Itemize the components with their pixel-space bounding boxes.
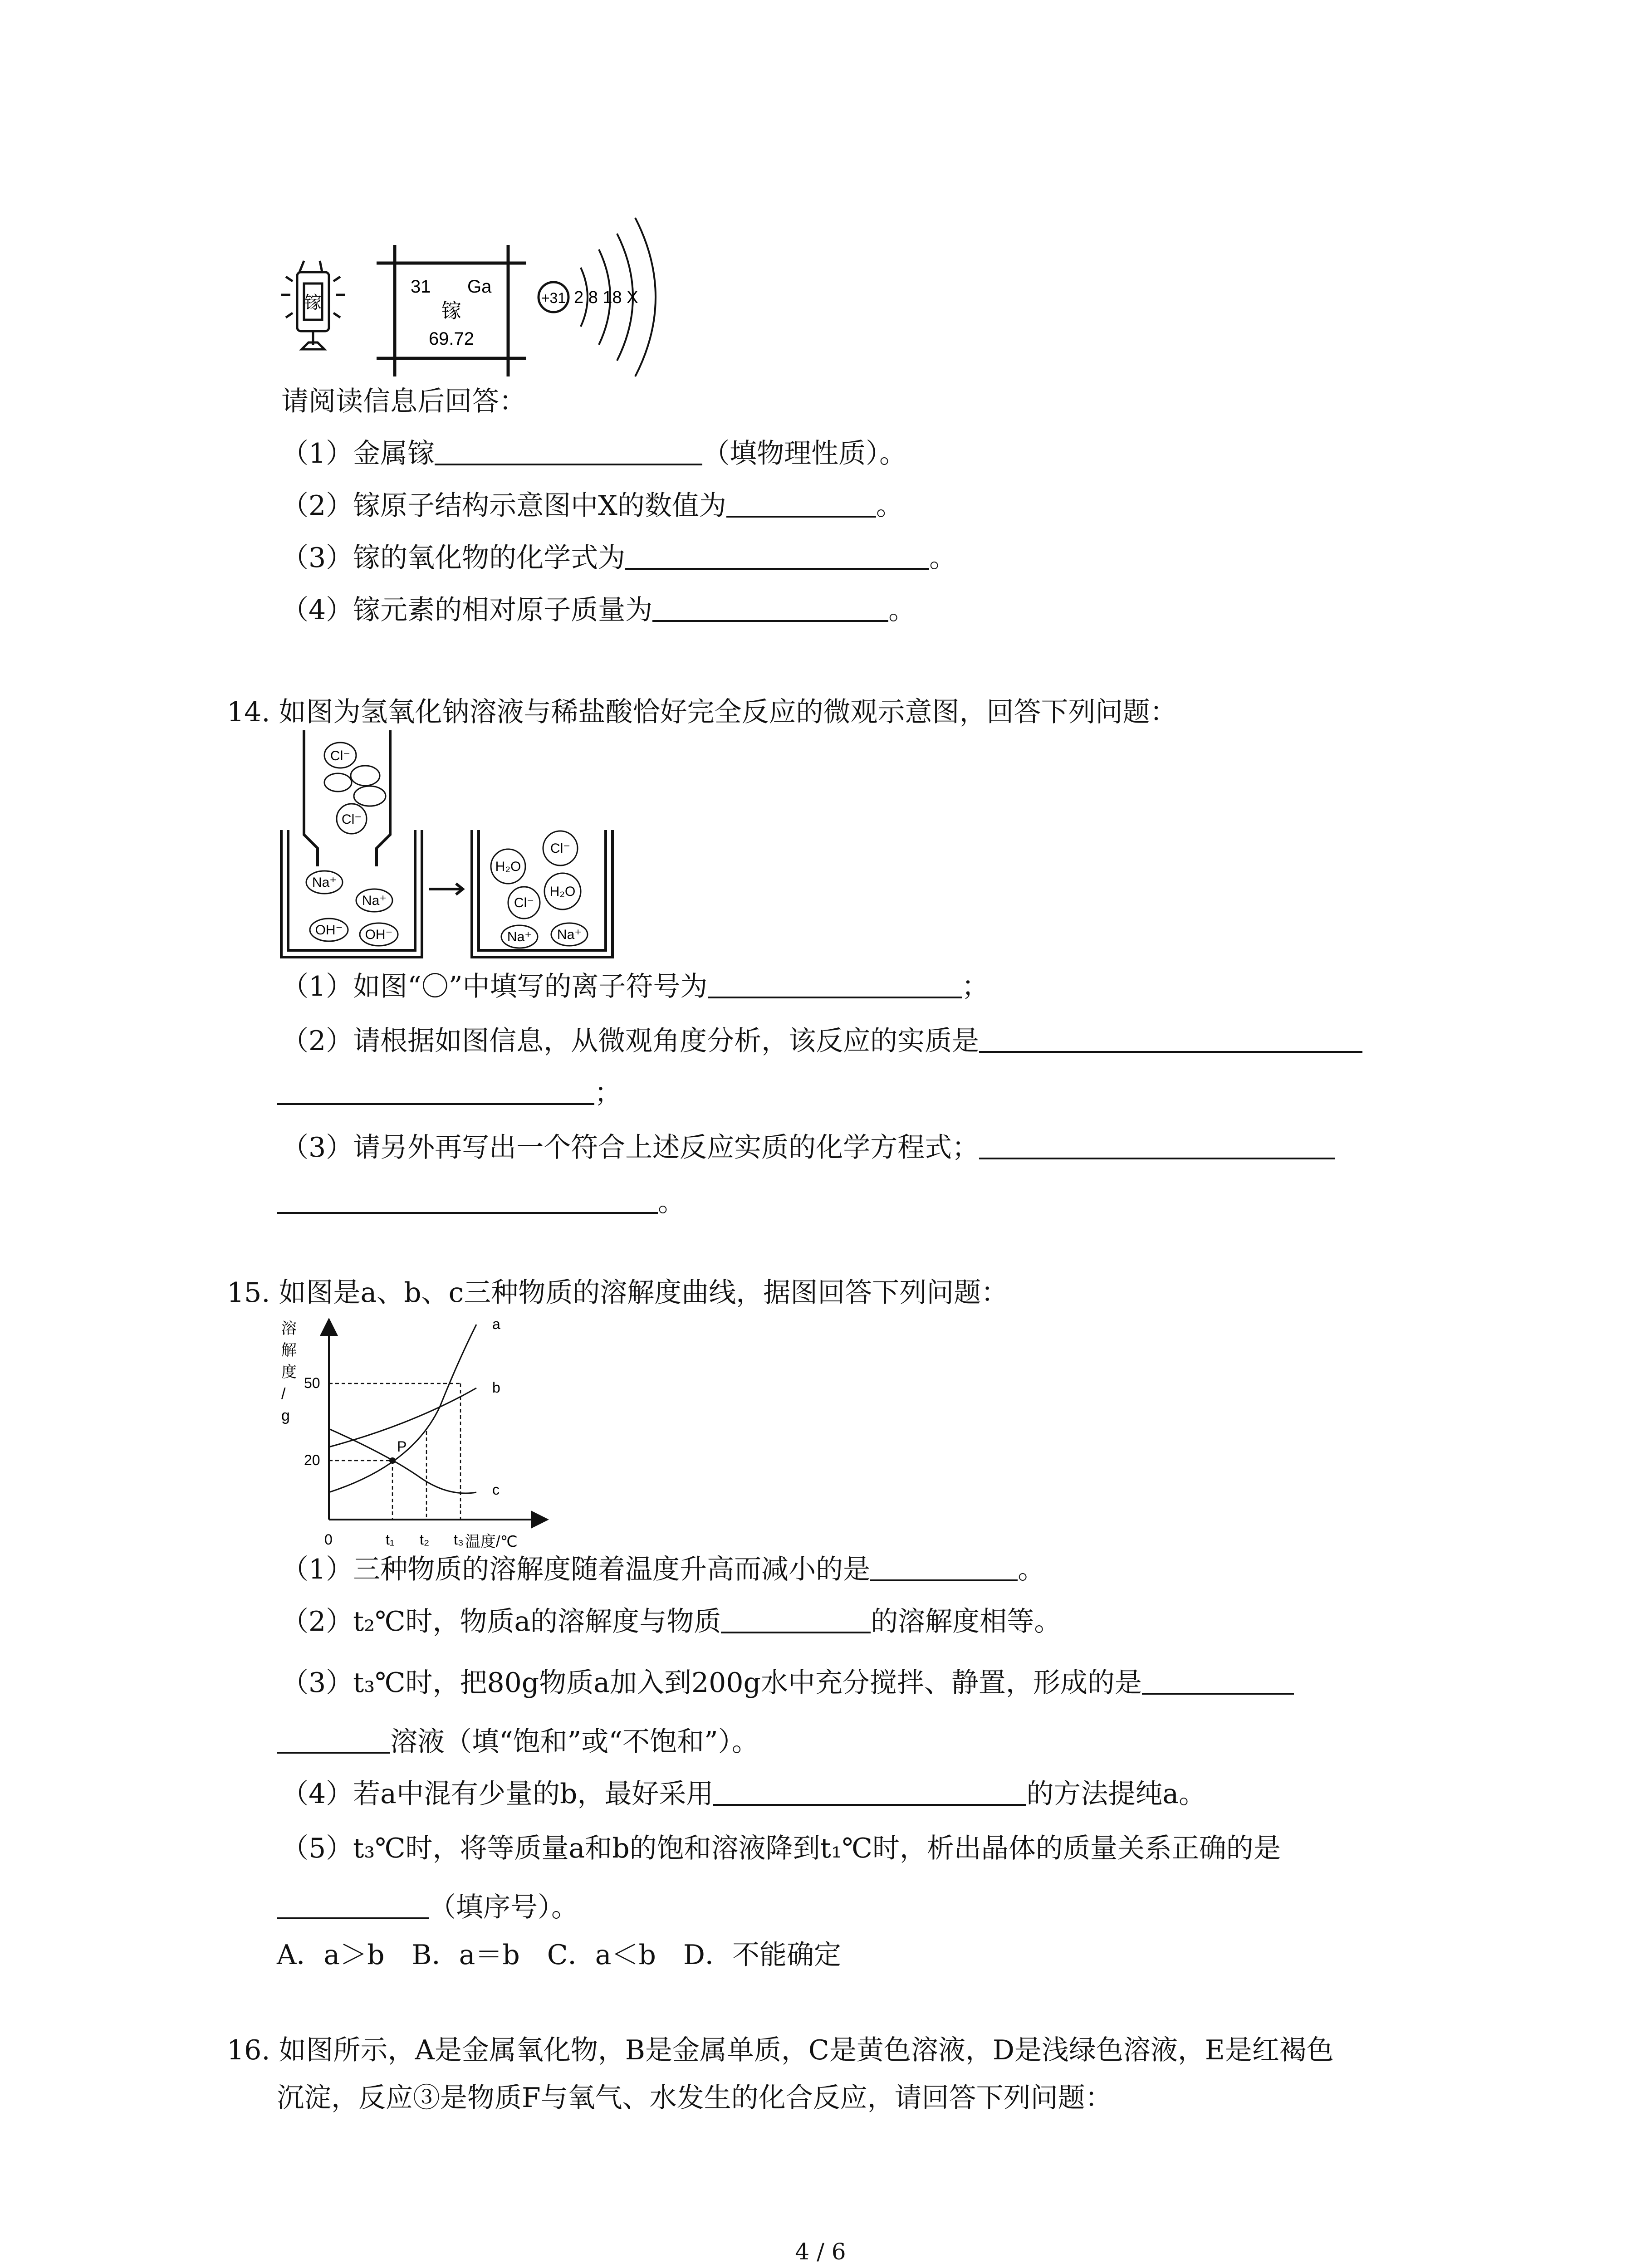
q15-item-4: （4）若a中混有少量的b，最好采用 的方法提纯a。 <box>281 1778 1206 1810</box>
solubility-curve-chart <box>277 1315 549 1551</box>
y-tick-20: 20 <box>304 1452 320 1468</box>
svg-text:溶解度/g <box>281 1320 297 1424</box>
q14-item-2: （2）请根据如图信息，从微观角度分析，该反应的实质是 <box>281 1023 1362 1059</box>
shell-electrons: 2 8 18 X <box>574 288 638 307</box>
ion-cl: Cl⁻ <box>330 748 351 763</box>
q13-item-3: （3）镓的氧化物的化学式为 。 <box>281 542 957 574</box>
y-axis-label-char: 溶 <box>281 1320 297 1337</box>
answer-blank[interactable] <box>1142 1667 1294 1695</box>
mascot-label: 镓 <box>304 293 322 313</box>
element-name: 镓 <box>441 300 461 322</box>
molecule-h2o: H₂O <box>549 884 576 899</box>
q15-options: A．a＞b B．a＝b C．a＜b D．不能确定 <box>277 1939 841 1971</box>
answer-blank[interactable] <box>979 1026 1362 1053</box>
q15-item-5: （5）t₃℃时，将等质量a和b的饱和溶液降到t₁℃时，析出晶体的质量关系正确的是 <box>281 1833 1281 1864</box>
page-number: 4 / 6 <box>795 2239 846 2265</box>
y-axis-label-char: / <box>281 1385 286 1403</box>
x-tick-t2: t₂ <box>420 1531 430 1548</box>
answer-blank[interactable] <box>277 1078 594 1105</box>
x-tick-0: 0 <box>324 1531 333 1548</box>
answer-blank[interactable] <box>435 438 702 465</box>
y-tick-50: 50 <box>304 1375 320 1391</box>
answer-blank[interactable] <box>713 1779 1026 1806</box>
q13-intro: 请阅读信息后回答： <box>281 386 526 417</box>
y-axis-label-char: 解 <box>281 1342 297 1359</box>
q14-item-1: （1）如图“〇”中填写的离子符号为 ； <box>281 971 989 1002</box>
x-tick-t1: t₁ <box>386 1531 395 1548</box>
ion-na: Na⁺ <box>557 927 582 942</box>
series-label-b: b <box>492 1379 500 1396</box>
molecule-h2o: H₂O <box>495 859 521 874</box>
atomic-mass: 69.72 <box>428 329 475 349</box>
ion-na: Na⁺ <box>362 893 387 908</box>
q14-item-2-cont: ； <box>277 1075 622 1111</box>
y-axis-label-char: g <box>281 1407 290 1424</box>
answer-blank[interactable] <box>708 971 962 998</box>
answer-blank[interactable] <box>726 490 876 518</box>
x-axis-label: 温度/℃ <box>465 1533 518 1550</box>
answer-blank[interactable] <box>870 1554 1018 1581</box>
answer-blank[interactable] <box>625 543 929 570</box>
q14-title: 14. 如图为氢氧化钠溶液与稀盐酸恰好完全反应的微观示意图，回答下列问题： <box>227 696 1177 728</box>
q14-item-3: （3）请另外再写出一个符合上述反应实质的化学方程式； <box>281 1129 1335 1166</box>
q15-item-3-cont: 溶液（填“饱和”或“不饱和”）。 <box>277 1724 759 1760</box>
ion-oh: OH⁻ <box>315 923 343 938</box>
answer-blank[interactable] <box>652 595 888 622</box>
q14-item-3-cont: 。 <box>277 1184 685 1220</box>
curve-a <box>329 1325 476 1492</box>
answer-blank[interactable] <box>721 1606 871 1633</box>
point-label-p: P <box>397 1438 407 1455</box>
ion-na: Na⁺ <box>312 875 337 890</box>
q16-line-1: 16. 如图所示，A是金属氧化物，B是金属单质，C是黄色溶液，D是浅绿色溶液，E是红褐色 <box>227 2034 1334 2066</box>
ion-oh: OH⁻ <box>365 927 393 942</box>
ion-cl: Cl⁻ <box>514 895 534 910</box>
answer-blank[interactable] <box>277 1892 429 1919</box>
q15-item-1: （1）三种物质的溶解度随着温度升高而减小的是 。 <box>281 1554 1045 1585</box>
ion-cl: Cl⁻ <box>550 841 571 856</box>
series-label-a: a <box>492 1316 500 1332</box>
answer-blank[interactable] <box>979 1132 1335 1159</box>
point-p <box>389 1457 396 1464</box>
q15-item-5-cont: （填序号）。 <box>277 1889 578 1926</box>
q16-line-2: 沉淀，反应③是物质F与氧气、水发生的化合反应，请回答下列问题： <box>277 2082 1112 2114</box>
q13-item-4: （4）镓元素的相对原子质量为 。 <box>281 594 916 626</box>
y-axis-label <box>281 1320 297 1424</box>
ion-cl: Cl⁻ <box>341 812 362 827</box>
answer-blank[interactable] <box>277 1726 390 1754</box>
q13-item-2: （2）镓原子结构示意图中X的数值为 。 <box>281 490 903 522</box>
x-tick-t3: t₃ <box>454 1531 464 1548</box>
answer-blank[interactable] <box>277 1187 658 1214</box>
q15-title: 15. 如图是a、b、c三种物质的溶解度曲线，据图回答下列问题： <box>227 1277 1009 1309</box>
nucleus-charge: +31 <box>541 290 566 306</box>
neutralization-diagram <box>277 730 640 966</box>
element-symbol: Ga <box>467 277 492 297</box>
q15-item-3: （3）t₃℃时，把80g物质a加入到200g水中充分搅拌、静置，形成的是 <box>281 1665 1294 1701</box>
ion-na: Na⁺ <box>507 929 532 944</box>
gallium-info-figure <box>272 209 681 381</box>
q15-item-2: （2）t₂℃时，物质a的溶解度与物质 的溶解度相等。 <box>281 1606 1062 1637</box>
q13-item-1: （1）金属镓 （填物理性质）。 <box>281 438 907 469</box>
series-label-c: c <box>492 1481 500 1498</box>
atomic-number: 31 <box>411 277 431 297</box>
y-axis-label-char: 度 <box>281 1364 297 1381</box>
